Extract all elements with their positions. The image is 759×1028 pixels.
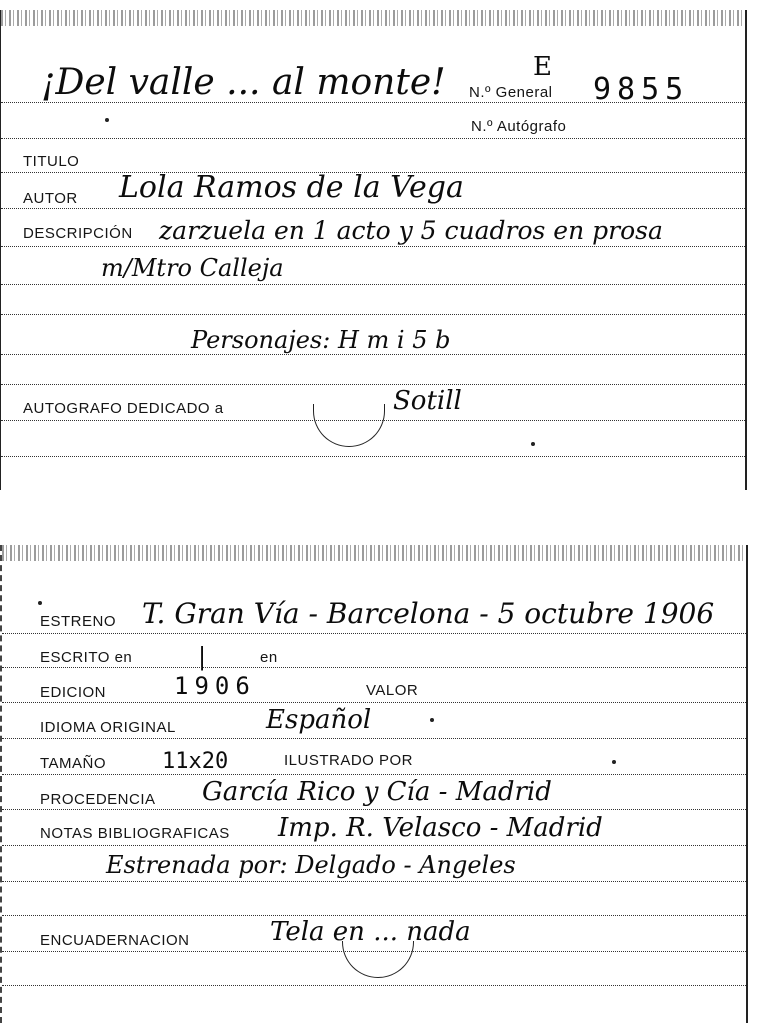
escrito-en-label: en <box>260 649 278 666</box>
procedencia-value: García Rico y Cía - Madrid <box>202 777 552 807</box>
catalog-card-top <box>0 10 747 490</box>
escrito-label: ESCRITO en <box>40 649 133 666</box>
ilustrado-label: ILUSTRADO POR <box>284 752 414 769</box>
idioma-label: IDIOMA ORIGINAL <box>40 719 176 736</box>
autor-value: Lola Ramos de la Vega <box>119 170 464 205</box>
ink-dot <box>38 601 42 605</box>
ink-dot <box>105 118 109 122</box>
titulo-label: TITULO <box>23 153 80 170</box>
descripcion-label: DESCRIPCIÓN <box>23 225 133 242</box>
ink-dot <box>430 718 434 722</box>
stamp-mark <box>313 404 385 447</box>
general-letter: E <box>533 52 552 82</box>
edicion-value: 1906 <box>174 672 256 700</box>
catalog-card-bottom: ESTRENO T. Gran Vía - Barcelona - 5 octubre 1906 ESCRITO en en | EDICION 1906 VALOR IDIOMA ORIGINAL Español TAMAÑO 11x20 ILUSTRADO POR PROCEDENCIA García Rico y Cía - Madrid NOTAS BIBLIOGRAFICAS Imp. R. Velasco - Madrid Estrenada por: Delgado - Angeles ENCUADERNACION Tela en ... nada <box>0 545 748 1023</box>
tamano-value: 11x20 <box>162 749 229 774</box>
notas-label: NOTAS BIBLIOGRAFICAS <box>40 825 230 842</box>
scan-noise-top <box>1 10 745 26</box>
ink-dot <box>612 760 616 764</box>
general-number: 9855 <box>593 72 690 107</box>
stamp-mark <box>342 941 414 978</box>
idioma-value: Español <box>266 705 372 735</box>
ink-dot <box>531 442 535 446</box>
valor-label: VALOR <box>366 682 419 699</box>
dedicado-label: AUTOGRAFO DEDICADO a <box>23 400 224 417</box>
encuadernacion-label: ENCUADERNACION <box>40 932 190 949</box>
descripcion-value-2: m/Mtro Calleja <box>101 254 284 282</box>
estreno-label: ESTRENO <box>40 613 117 630</box>
edicion-label: EDICION <box>40 684 107 701</box>
encuadernacion-value: Tela en ... nada <box>270 917 471 947</box>
scan-noise-bottom <box>2 545 746 561</box>
procedencia-label: PROCEDENCIA <box>40 791 156 808</box>
descripcion-value: zarzuela en 1 acto y 5 cuadros en prosa <box>159 216 663 245</box>
personajes-value: Personajes: H m i 5 b <box>191 326 451 354</box>
autor-label: AUTOR <box>23 190 78 207</box>
notas-value: Imp. R. Velasco - Madrid <box>278 813 603 843</box>
tamano-label: TAMAÑO <box>40 755 107 772</box>
estreno-value: T. Gran Vía - Barcelona - 5 octubre 1906 <box>142 597 715 630</box>
general-number-label: N.º General <box>469 84 553 101</box>
dedicado-value: Sotill <box>393 386 462 416</box>
autograph-number-label: N.º Autógrafo <box>471 118 567 135</box>
notas-value-2: Estrenada por: Delgado - Angeles <box>106 851 516 879</box>
title-handwritten: ¡Del valle ... al monte! <box>41 62 446 103</box>
